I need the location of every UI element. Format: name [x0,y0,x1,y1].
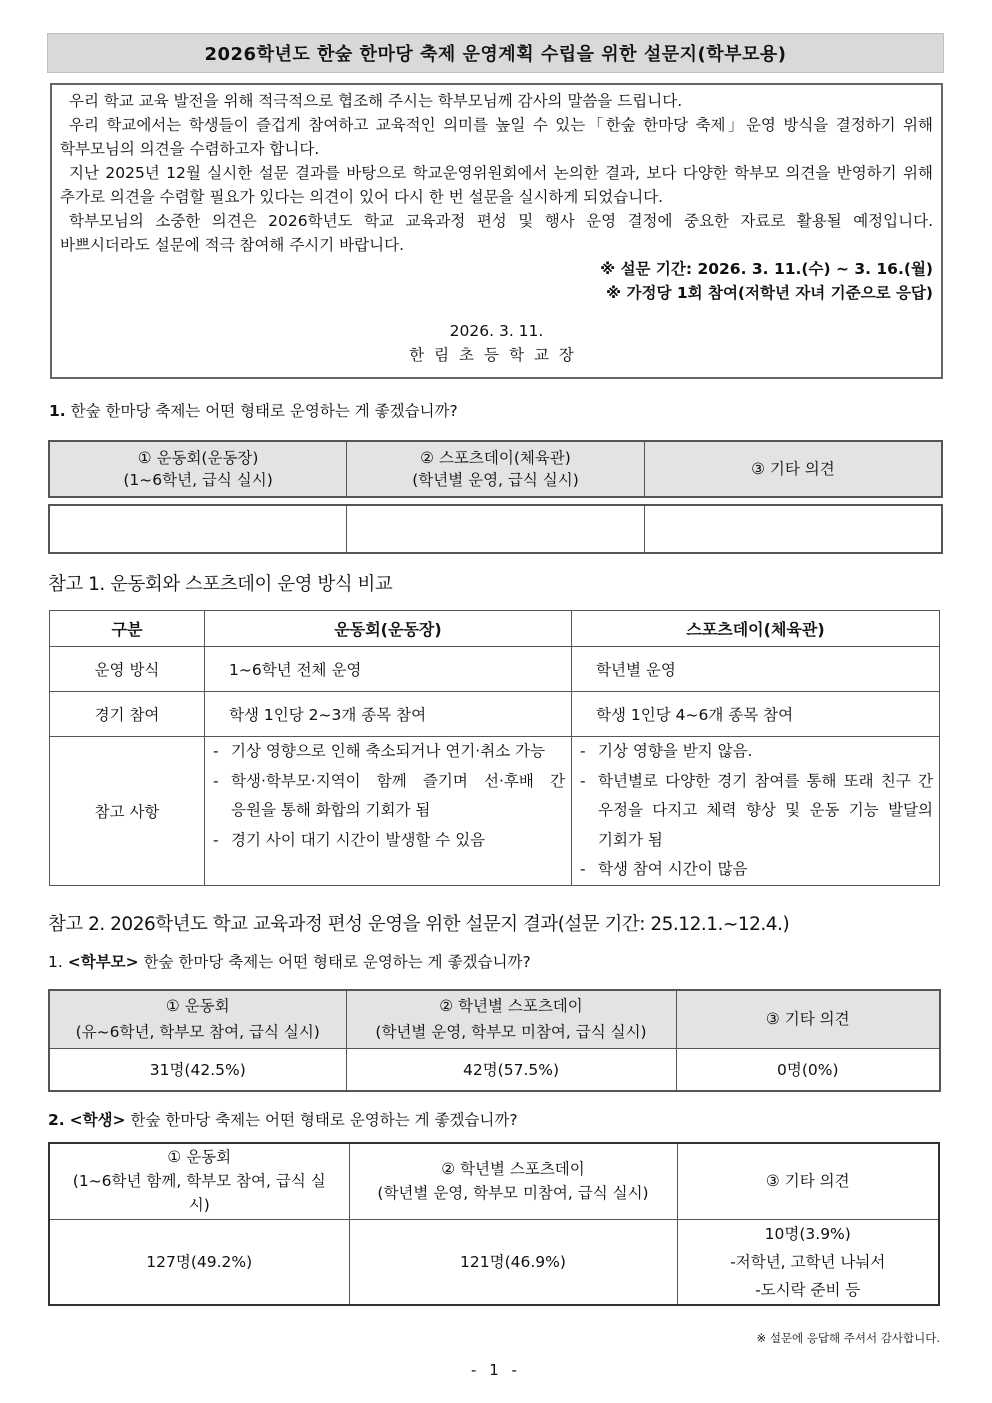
note-text: 학생 참여 시간이 많음 [598,860,748,878]
note-text: 학년별로 다양한 경기 참여를 통해 또래 친구 간 우정을 다지고 체력 향상 및 운동 기능 발달의 기회가 됨 [598,771,933,849]
option-label: ② 학년별 스포츠데이 [441,1160,585,1179]
option-1-label: ① 운동회(운동장) [137,449,259,467]
option-3 [644,441,942,497]
parent-question-text: 한숲 한마당 축제는 어떤 형태로 운영하는 게 좋겠습니까? [143,953,531,971]
bullet-dash: - [580,771,586,790]
field-day-cell: 학생 1인당 2~3개 종목 참여 [205,692,572,737]
table-row [50,647,940,692]
question-1-number: 1. [49,402,66,420]
option-2-detail: (학년별 운영, 급식 실시) [412,471,579,489]
intro-paragraph-2: 우리 학교에서는 학생들이 즐겁게 참여하고 교육적인 의미를 높일 수 있는「한숲 한마당 축제」운영 방식을 결정하기 위해 학부모님의 의견을 수렴하고자 합니다. [60,116,933,158]
comparison-table [49,610,940,886]
student-result-question [48,1108,518,1130]
row-label: 참고 사항 [50,737,205,886]
option-2-label: ② 스포츠데이(체육관) [420,449,571,467]
participation-note: ※ 가정당 1회 참여(저학년 자녀 기준으로 응답) [606,284,933,302]
reference-2-title: 참고 2. 2026학년도 학교 교육과정 편성 운영을 위한 설문지 결과(설문 기간: 25.12.1.~12.4.) [48,914,790,935]
note-text: 기상 영향으로 인해 축소되거나 연기·취소 가능 [231,742,546,760]
option-1 [49,441,347,497]
option-1-detail: (1~6학년, 급식 실시) [123,471,273,489]
student-option-1 [49,1143,349,1219]
bullet-dash: - [213,830,219,849]
question-1-options-table [48,440,943,498]
row-label: 경기 참여 [50,692,205,737]
parent-option-3 [676,990,940,1048]
table-row [50,692,940,737]
parent-result-2: 42명(57.5%) [346,1048,676,1091]
student-option-3 [677,1143,939,1219]
parent-result-1: 31명(42.5%) [49,1048,346,1091]
student-result-2: 121명(46.9%) [349,1219,677,1305]
option-detail: (유~6학년, 학부모 참여, 급식 실시) [75,1023,320,1042]
header-field-day: 운동회(운동장) [205,611,572,647]
issue-date: 2026. 3. 11. [449,322,544,340]
field-day-cell: 1~6학년 전체 운영 [205,647,572,692]
question-1-text: 한숲 한마당 축제는 어떤 형태로 운영하는 게 좋겠습니까? [70,402,458,420]
option-label: ② 학년별 스포츠데이 [439,997,583,1016]
list-item [211,767,565,826]
parent-option-1 [49,990,346,1048]
bullet-dash: - [213,742,219,760]
intro-paragraph-3: 지난 2025년 12월 실시한 설문 결과를 바탕으로 학교운영위원회에서 논의한 결과, 보다 다양한 학부모 의견을 반영하기 위해 추가로 의견을 수렴할 필요가 있다는 의견이 있어 다시 한 번 설문을 실시하게 되었습니다. [60,164,933,206]
parent-results-table [48,989,941,1092]
field-day-notes [205,737,572,886]
student-respondent-tag: <학생> [69,1111,126,1129]
student-result-1: 127명(49.2%) [49,1219,349,1305]
thanks-note: ※ 설문에 응답해 주셔서 감사합니다. [756,1331,940,1345]
comparison-header-row [50,611,940,647]
student-results-table [48,1142,940,1306]
question-1 [49,399,458,421]
list-item [211,737,565,767]
sports-day-cell: 학생 1인당 4~6개 종목 참여 [572,692,940,737]
notes-row [50,737,940,886]
option-label: ③ 기타 의견 [765,1010,850,1029]
bullet-dash: - [580,860,586,878]
option-label: ① 운동회 [165,997,230,1016]
option-detail: (학년별 운영, 학부모 미참여, 급식 실시) [377,1184,649,1203]
reference-1-title: 참고 1. 운동회와 스포츠데이 운영 방식 비교 [48,574,393,595]
option-2 [347,441,645,497]
answer-cell-option-2[interactable] [347,505,645,553]
answer-cell-option-1[interactable] [49,505,347,553]
intro-box [50,83,943,379]
note-text: 기상 영향을 받지 않음. [598,742,753,760]
note-text: 학생·학부모·지역이 함께 즐기며 선·후배 간 응원을 통해 화합의 기회가 됨 [231,771,565,819]
intro-paragraph-4: 학부모님의 소중한 의견은 2026학년도 학교 교육과정 편성 및 행사 운영 결정에 중요한 자료로 활용될 예정입니다. 바쁘시더라도 설문에 적극 참여해 주시기 바랍니다. [60,212,933,254]
parent-respondent-tag: <학부모> [67,953,139,971]
survey-period: ※ 설문 기간: 2026. 3. 11.(수) ~ 3. 16.(월) [600,260,933,278]
list-item [211,826,565,856]
option-label: ③ 기타 의견 [765,1172,850,1191]
other-detail-1: -저학년, 고학년 나눠서 [730,1252,886,1271]
option-label: ① 운동회 [167,1148,232,1167]
other-detail-2: -도시락 준비 등 [755,1280,861,1299]
row-label: 운영 방식 [50,647,205,692]
note-text: 경기 사이 대기 시간이 발생할 수 있음 [231,830,486,849]
document-title-text: 2026학년도 한숲 한마당 축제 운영계획 수립을 위한 설문지(학부모용) [204,44,787,65]
bullet-dash: - [580,742,586,760]
parent-result-3: 0명(0%) [676,1048,940,1091]
sports-day-notes [572,737,940,886]
header-sports-day: 스포츠데이(체육관) [572,611,940,647]
page-number: - 1 - [471,1361,521,1379]
question-1-answer-table [48,504,943,554]
parent-option-2 [346,990,676,1048]
intro-paragraph-1: 우리 학교 교육 발전을 위해 적극적으로 협조해 주시는 학부모님께 감사의 말씀을 드립니다. [69,92,683,110]
list-item [578,737,933,767]
bullet-dash: - [213,771,219,790]
student-result-3 [677,1219,939,1305]
list-item [578,855,933,885]
list-item [578,767,933,856]
other-count: 10명(3.9%) [764,1224,851,1243]
parent-result-question [48,950,531,972]
student-question-number: 2. [48,1111,65,1129]
option-detail: (1~6학년 함께, 학부모 참여, 급식 실시) [72,1172,326,1215]
header-category: 구분 [50,611,205,647]
student-question-text: 한숲 한마당 축제는 어떤 형태로 운영하는 게 좋겠습니까? [130,1111,518,1129]
option-detail: (학년별 운영, 학부모 미참여, 급식 실시) [375,1023,647,1042]
school-principal: 한림초등학교장 [409,346,584,364]
sports-day-cell: 학년별 운영 [572,647,940,692]
student-option-2 [349,1143,677,1219]
option-3-label: ③ 기타 의견 [751,460,835,478]
answer-cell-option-3[interactable] [644,505,942,553]
document-title [47,33,944,73]
parent-question-number: 1. [48,953,63,971]
